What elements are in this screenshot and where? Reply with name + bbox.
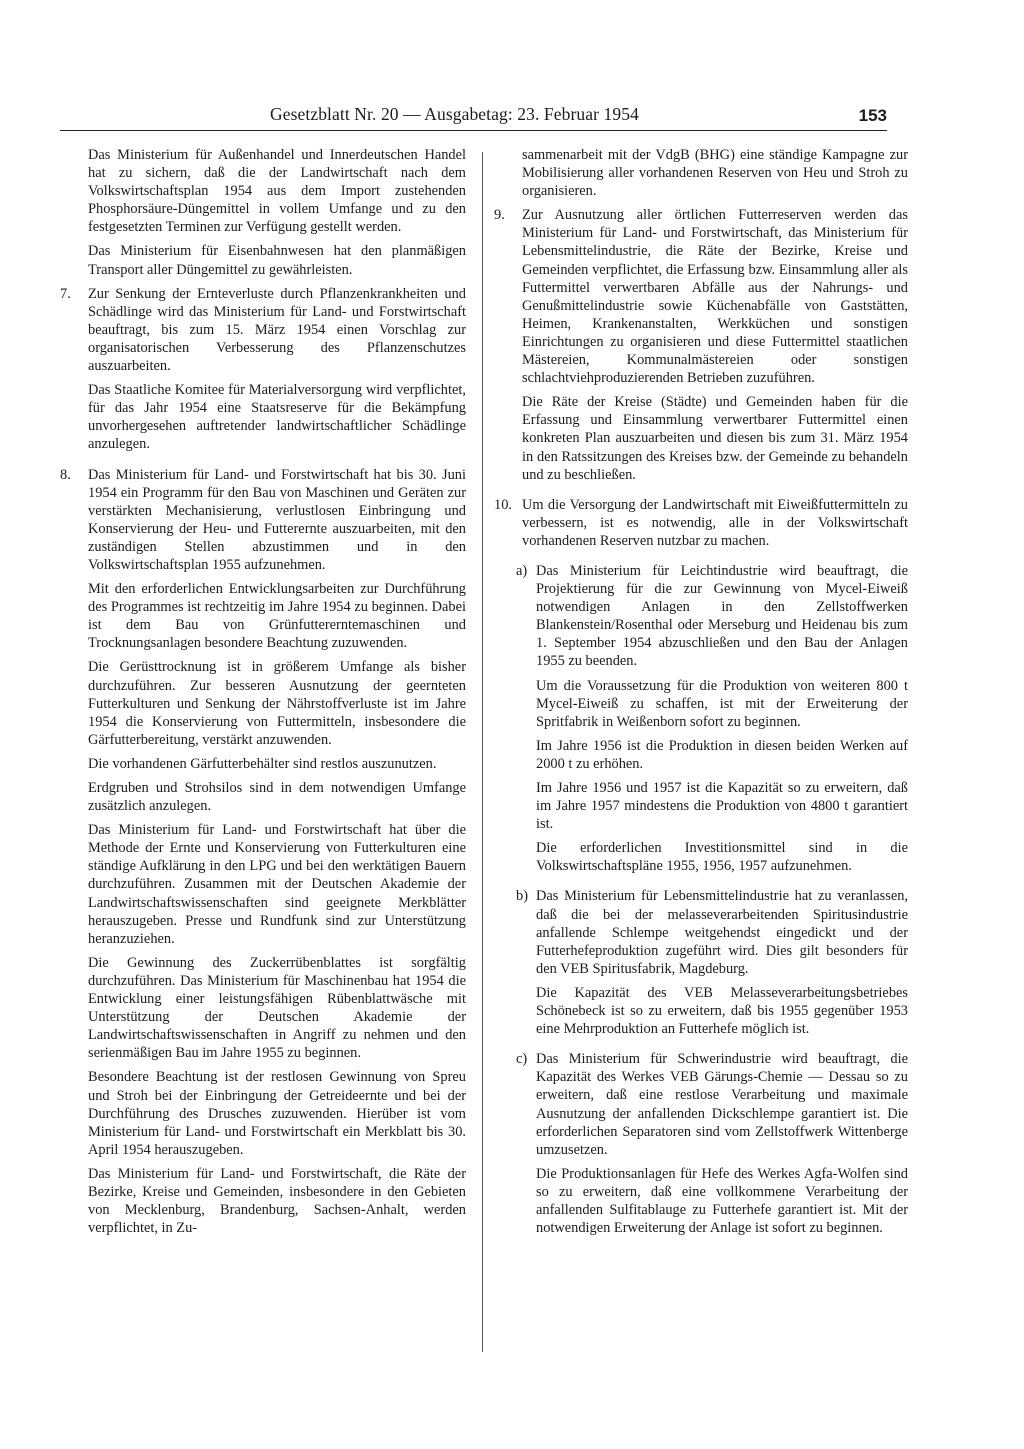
section-number: 9. bbox=[494, 207, 505, 224]
subsection-c bbox=[516, 1050, 908, 1243]
paragraph: Das Ministerium für Außenhandel und Innerdeutschen Handel hat zu sichern, daß die der Landwirtschaft nach dem Volkswirtschaftsplan 1954 aus dem Import zustehenden Phosphorsäure-Düngemittel in vollem Umfange und zu den festgesetzten Terminen zur Verfügung gestellt werden. bbox=[88, 147, 466, 236]
paragraph: Die Gerüsttrocknung ist in größerem Umfange als bisher durchzuführen. Zur besseren Ausnutzung der geernteten Futterkulturen und Senkung der Nährstoffverluste ist im Jahre 1954 die Konservierung von Futtermitteln, insbesondere die Gärfutterbereitung, verstärkt anzuwenden. bbox=[88, 659, 466, 748]
paragraph: Die Gewinnung des Zuckerrübenblattes ist sorgfältig durchzuführen. Das Ministerium für Maschinenbau hat 1954 die Entwicklung einer leistungsfähigen Rübenblattwäsche mit Unterstützung der Deutschen Akademie der Landwirtschaftswissenschaften in Angriff zu nehmen und den serienmäßigen Bau im Jahre 1955 zu beginnen. bbox=[88, 954, 466, 1062]
section-8 bbox=[60, 466, 466, 1244]
header-title: Gesetzblatt Nr. 20 — Ausgabetag: 23. Februar 1954 bbox=[270, 104, 639, 124]
paragraph: Das Ministerium für Land- und Forstwirtschaft hat bis 30. Juni 1954 ein Programm für den Bau von Maschinen und Geräten zur verstärkten Mechanisierung, verlustlosen Einbringung und Konservierung der Heu- und Futterernte auszuarbeiten, mit den zuständigen Stellen abzustimmen und in den Volkswirtschaftsplan 1955 aufzunehmen. bbox=[88, 466, 466, 573]
paragraph: Die vorhandenen Gärfutterbehälter sind restlos auszunutzen. bbox=[88, 755, 437, 772]
left-column bbox=[60, 146, 466, 1249]
paragraph: Um die Voraussetzung für die Produktion von weiteren 800 t Mycel-Eiweiß zu schaffen, ist mit der Erweiterung der Spritfabrik in Weißenborn sofort zu beginnen. bbox=[536, 677, 908, 730]
column-divider bbox=[482, 152, 483, 1352]
subsection-a bbox=[516, 562, 908, 882]
paragraph: Erdgruben und Strohsilos sind in dem notwendigen Umfange zusätzlich anzulegen. bbox=[88, 780, 466, 815]
paragraph: Die Kapazität des VEB Melasseverarbeitungsbetriebes Schönebeck ist so zu erweitern, daß bis 1955 gegenüber 1953 eine Mehrproduktion an Futterhefe möglich ist. bbox=[536, 984, 908, 1038]
paragraph: Mit den erforderlichen Entwicklungsarbeiten zur Durchführung des Programmes ist rechtzeitig im Jahre 1954 zu beginnen. Dabei ist dem Bau von Grünfuttererntemaschinen und Trocknungsanlagen besondere Beachtung zuzuwenden. bbox=[88, 581, 466, 652]
paragraph: Das Ministerium für Eisenbahnwesen hat den planmäßigen Transport aller Düngemittel zu gewährleisten. bbox=[88, 243, 466, 278]
right-column bbox=[494, 146, 908, 1249]
paragraph: Zur Senkung der Ernteverluste durch Pflanzenkrankheiten und Schädlinge wird das Ministerium für Land- und Forstwirtschaft beauftragt, bis zum 15. März 1954 einen Vorschlag zur organisatorischen Verbesserung des Pflanzenschutzes auszuarbeiten. bbox=[88, 285, 466, 375]
section-number: 7. bbox=[60, 285, 71, 302]
paragraph: Das Ministerium für Land- und Forstwirtschaft hat über die Methode der Ernte und Konservierung von Futterkulturen eine ständige Aufklärung in den LPG und bei den werktätigen Bauern durchzuführen. Zusammen mit der Deutschen Akademie der Landwirtschaftswissenschaften sind geeignete Merkblätter herauszugeben. Presse und Rundfunk sind zur Unterstützung heranzuziehen. bbox=[88, 822, 466, 947]
subsection-b bbox=[516, 887, 908, 1044]
paragraph: Das Staatliche Komitee für Materialversorgung wird verpflichtet, für das Jahr 1954 eine Staatsreserve für die Bekämpfung unvorhergesehen auftretender landwirtschaftlicher Schädlinge anzulegen. bbox=[88, 382, 466, 453]
paragraph: Um die Versorgung der Landwirtschaft mit Eiweißfuttermitteln zu verbessern, ist es notwendig, alle in der Volkswirtschaft vorhandenen Reserven nutzbar zu machen. bbox=[522, 496, 908, 549]
section-9 bbox=[494, 206, 908, 489]
paragraph: Das Ministerium für Leichtindustrie wird beauftragt, die Projektierung für die zur Gewinnung von Mycel-Eiweiß notwendigen Anlagen in den Zellstoffwerken Blankenstein/Rosenthal oder Merseburg und Heidenau bis zum 1. September 1954 abzuschließen und den Bau der Anlagen 1955 zu beenden. bbox=[536, 562, 908, 670]
page-number: 153 bbox=[858, 106, 887, 125]
subsection-letter: a) bbox=[516, 562, 528, 579]
subsection-letter: b) bbox=[516, 888, 528, 905]
paragraph: Das Ministerium für Land- und Forstwirtschaft, die Räte der Bezirke, Kreise und Gemeinden, insbesondere in den Gebieten von Mecklenburg, Brandenburg, Sachsen-Anhalt, werden verpflichtet, in Zu- bbox=[88, 1165, 466, 1237]
paragraph: Zur Ausnutzung aller örtlichen Futterreserven werden das Ministerium für Land- und Forstwirtschaft, das Ministerium für Lebensmittelindustrie, die Räte der Bezirke, Kreise und Gemeinden verpflichtet, die Erfassung bzw. Einsammlung aller als Futtermittel verwertbaren Abfälle aus der Nahrungs- und Genußmittelindustrie sowie Küchenabfälle von Gaststätten, Heimen, Krankenanstalten, Werkküchen und sonstigen Einrichtungen zu organisieren und diese Futtermittel staatlichen Mästereien, Kommunalmästereien oder sonstigen schlachtviehproduzierenden Betrieben zuzuführen. bbox=[522, 207, 908, 387]
section-10 bbox=[494, 496, 908, 556]
paragraph: Das Ministerium für Lebensmittelindustrie hat zu veranlassen, daß die bei der melasseverarbeitenden Spiritusindustrie anfallende Schlempe weitgehendst eingedickt und der Futterhefeproduktion zugeführt wird. Dies gilt besonders für den VEB Spiritusfabrik, Magdeburg. bbox=[536, 888, 908, 977]
section-number: 8. bbox=[60, 466, 71, 483]
paragraph: sammenarbeit mit der VdgB (BHG) eine ständige Kampagne zur Mobilisierung aller vorhandenen Reserven von Heu und Stroh zu organisieren. bbox=[522, 147, 908, 200]
section-number: 10. bbox=[494, 496, 512, 513]
paragraph: Im Jahre 1956 ist die Produktion in diesen beiden Werken auf 2000 t zu erhöhen. bbox=[536, 737, 908, 772]
section-7 bbox=[60, 285, 466, 460]
paragraph: Die erforderlichen Investitionsmittel sind in die Volkswirtschaftspläne 1955, 1956, 1957 aufzunehmen. bbox=[536, 840, 908, 875]
page-header bbox=[60, 104, 887, 131]
paragraph: Die Räte der Kreise (Städte) und Gemeinden haben für die Erfassung und Einsammlung verwertbarer Futtermittel einen konkreten Plan auszuarbeiten und diesen bis zum 31. März 1954 in den Ratssitzungen des Kreises bzw. der Gemeinde zu behandeln und zu beschließen. bbox=[522, 394, 908, 483]
paragraph: Das Ministerium für Schwerindustrie wird beauftragt, die Kapazität des Werkes VEB Gärungs-Chemie — Dessau so zu erweitern, daß eine restlose Verarbeitung und maximale Ausnutzung der anfallenden Dickschlempe garantiert ist. Die erforderlichen Separatoren sind vom Zellstoffwerk Wittenberge umzusetzen. bbox=[536, 1051, 908, 1158]
paragraph: Besondere Beachtung ist der restlosen Gewinnung von Spreu und Stroh bei der Einbringung der Getreideernte und bei der Durchführung des Drusches zuzuwenden. Hierüber ist vom Ministerium für Land- und Forstwirtschaft ein Merkblatt bis 30. April 1954 herauszugeben. bbox=[88, 1069, 466, 1158]
paragraph: Die Produktionsanlagen für Hefe des Werkes Agfa-Wolfen sind so zu erweitern, daß eine vollkommene Verarbeitung der anfallenden Sulfitablauge zu Futterhefe garantiert ist. Mit der notwendigen Erweiterung der Anlage ist sofort zu beginnen. bbox=[536, 1165, 908, 1237]
paragraph: Im Jahre 1956 und 1957 ist die Kapazität so zu erweitern, daß im Jahre 1957 mindestens die Produktion von 4800 t garantiert ist. bbox=[536, 780, 908, 833]
subsection-letter: c) bbox=[516, 1051, 528, 1068]
